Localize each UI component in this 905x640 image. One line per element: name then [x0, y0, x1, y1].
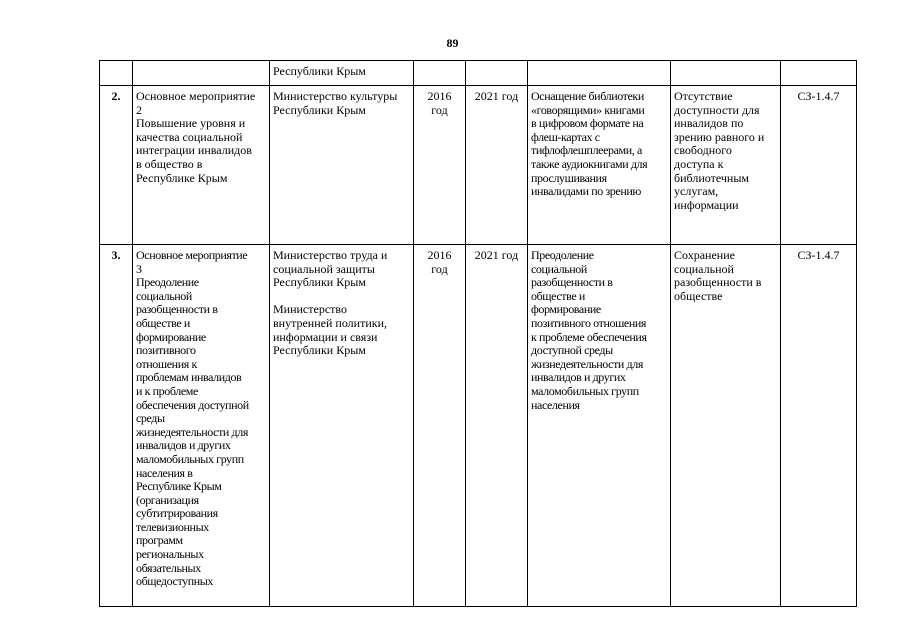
num-cell: 2. — [100, 86, 133, 245]
measure-cell: Основное мероприятие 2 Повышение уровня и качества социальной интеграции инвалидов в общество в Республике Крым — [133, 86, 270, 245]
num-cell — [100, 61, 133, 86]
executor-cell: Министерство культуры Республики Крым — [270, 86, 414, 245]
measure-cell — [133, 61, 270, 86]
consequence-cell: Отсутствие доступности для инвалидов по зрению равного и свободного доступа к библиотечным услугам, информации — [671, 86, 781, 245]
end-cell — [466, 61, 528, 86]
program-measures-table — [99, 60, 857, 607]
executor-cell: Республики Крым — [270, 61, 414, 86]
result-cell: Оснащение библиотеки «говорящими» книгами в цифровом формате на флеш-картах с тифлофлешплеерами, а также аудиокнигами для прослушивания инвалидами по зрению — [528, 86, 671, 245]
table-row — [100, 245, 857, 607]
start-cell: 2016 год — [414, 245, 466, 607]
end-cell: 2021 год — [466, 86, 528, 245]
start-cell: 2016 год — [414, 86, 466, 245]
code-cell: СЗ-1.4.7 — [781, 245, 857, 607]
table-row — [100, 86, 857, 245]
end-cell: 2021 год — [466, 245, 528, 607]
code-cell — [781, 61, 857, 86]
result-cell: Преодоление социальной разобщенности в обществе и формирование позитивного отношения к проблеме обеспечения доступной среды жизнедеятельности для инвалидов и других маломобильных групп населения — [528, 245, 671, 607]
consequence-cell — [671, 61, 781, 86]
num-cell: 3. — [100, 245, 133, 607]
page-number: 89 — [446, 36, 459, 50]
start-cell — [414, 61, 466, 86]
executor-cell: Министерство труда и социальной защиты Республики Крым Министерство внутренней политики, информации и связи Республики Крым — [270, 245, 414, 607]
table-row-continuation — [100, 61, 857, 86]
consequence-cell: Сохранение социальной разобщенности в обществе — [671, 245, 781, 607]
result-cell — [528, 61, 671, 86]
measure-cell: Основное мероприятие 3 Преодоление социальной разобщенности в обществе и формирование позитивного отношения к проблемам инвалидов и к проблеме обеспечения доступной среды жизнедеятельности для инвалидов и других маломобильных групп населения в Республике Крым (организация субтитрирования телевизионных программ региональных обязательных общедоступных — [133, 245, 270, 607]
code-cell: СЗ-1.4.7 — [781, 86, 857, 245]
